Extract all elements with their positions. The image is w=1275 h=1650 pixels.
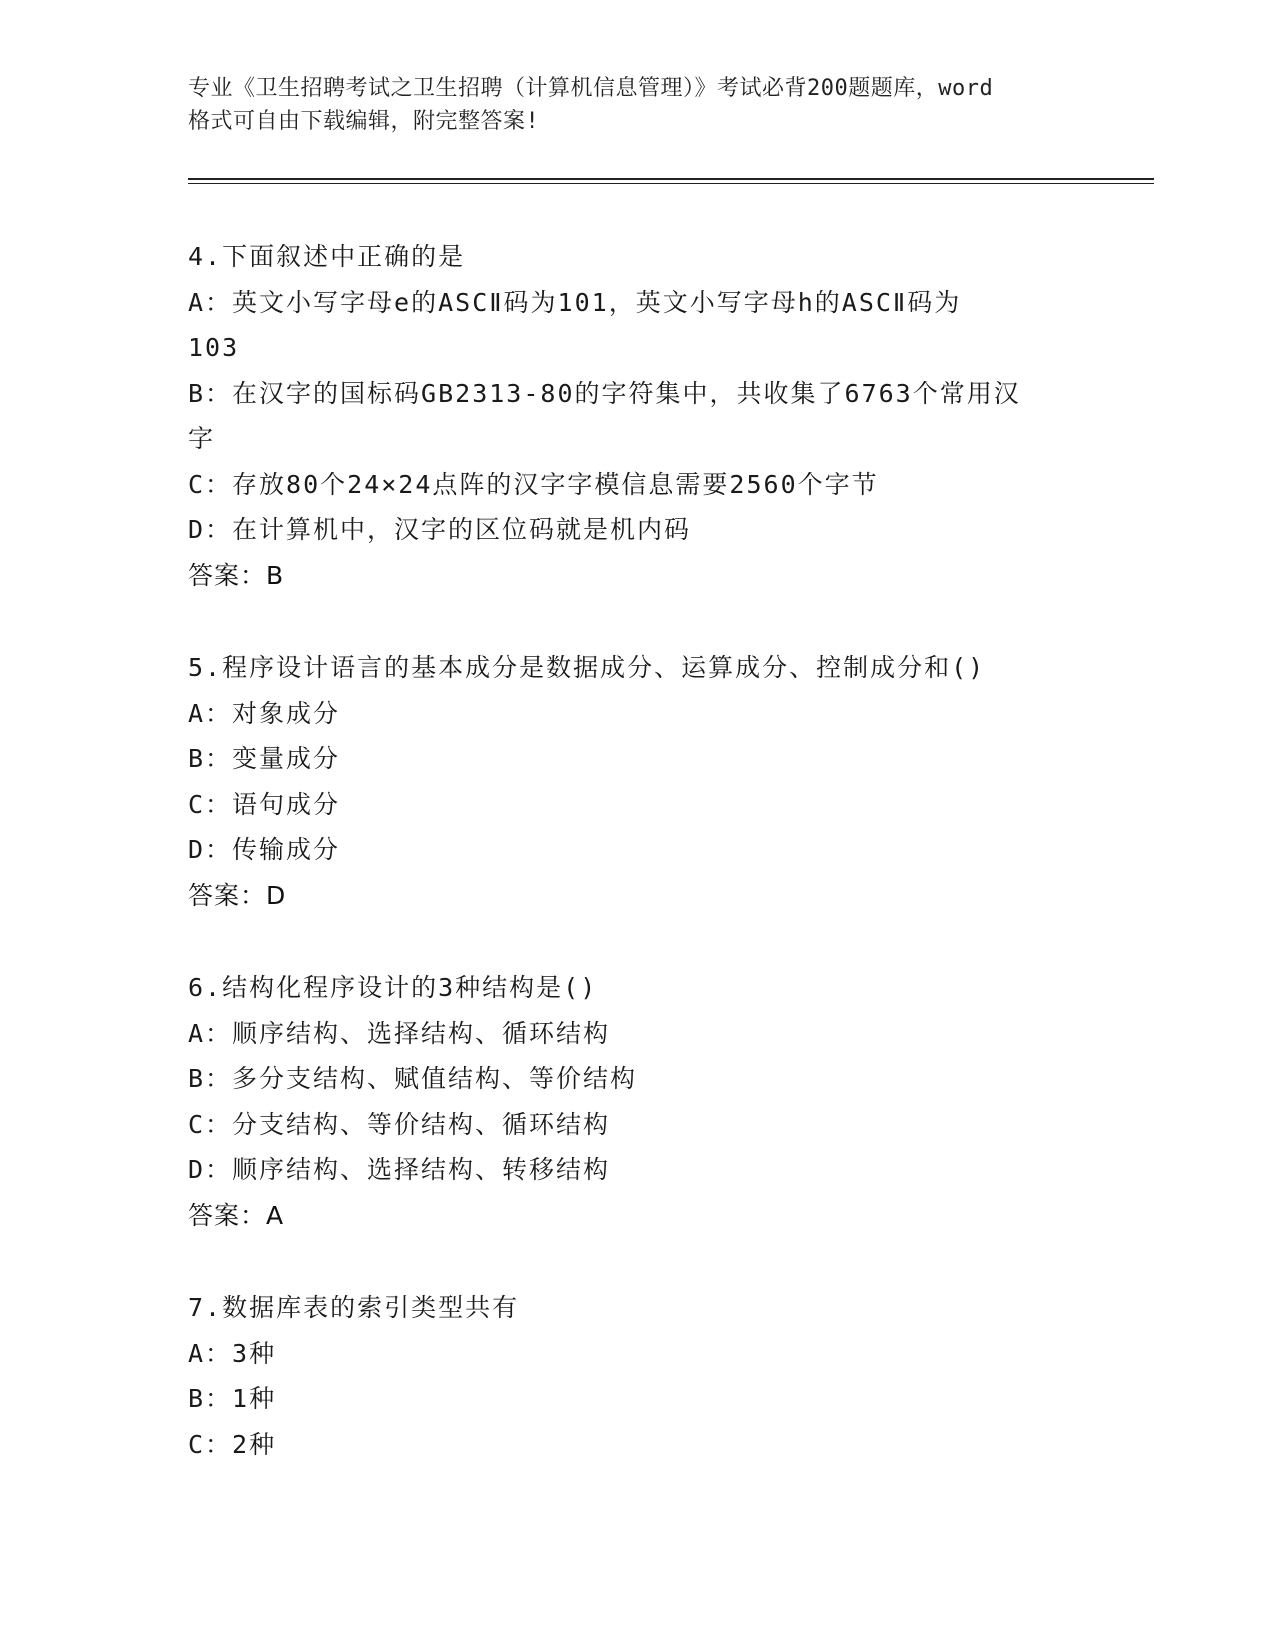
header-divider-thin — [188, 183, 1154, 184]
option-c: C：存放80个24×24点阵的汉字字模信息需要2560个字节 — [188, 469, 879, 499]
document-header — [188, 72, 1088, 138]
option-a: A：3种 — [188, 1338, 277, 1368]
option-b-continued: 字 — [188, 424, 216, 453]
header-divider-thick — [188, 178, 1154, 180]
option-a: A：英文小写字母e的ASCⅡ码为101，英文小写字母h的ASCⅡ码为 — [188, 287, 962, 317]
answer-line: 答案：B — [188, 560, 285, 590]
option-a-continued: 103 — [188, 333, 240, 362]
option-d: D：顺序结构、选择结构、转移结构 — [188, 1155, 611, 1184]
question-stem: 5.程序设计语言的基本成分是数据成分、运算成分、控制成分和() — [188, 653, 986, 682]
question-item — [188, 234, 1088, 598]
option-c: C：分支结构、等价结构、循环结构 — [188, 1109, 611, 1139]
question-stem: 4.下面叙述中正确的是 — [188, 242, 466, 271]
question-item — [188, 645, 1088, 918]
option-b: B：多分支结构、赋值结构、等价结构 — [188, 1064, 638, 1093]
question-list — [188, 234, 1088, 1514]
answer-line: 答案：D — [188, 880, 287, 910]
question-item — [188, 1285, 1088, 1467]
header-title-line-2: 格式可自由下载编辑，附完整答案! — [188, 109, 540, 134]
option-b: B：1种 — [188, 1384, 277, 1413]
option-b: B：在汉字的国标码GB2313-80的字符集中，共收集了6763个常用汉 — [188, 378, 1021, 408]
option-d: D：传输成分 — [188, 835, 341, 864]
question-stem: 6.结构化程序设计的3种结构是() — [188, 973, 598, 1002]
answer-line: 答案：A — [188, 1200, 285, 1230]
option-a: A：顺序结构、选择结构、循环结构 — [188, 1018, 611, 1048]
option-a: A：对象成分 — [188, 698, 341, 728]
question-item — [188, 965, 1088, 1238]
header-title-line-1: 专业《卫生招聘考试之卫生招聘（计算机信息管理）》考试必背200题题库，word — [188, 76, 994, 101]
option-c: C：2种 — [188, 1429, 277, 1459]
option-b: B：变量成分 — [188, 744, 341, 773]
option-d: D：在计算机中，汉字的区位码就是机内码 — [188, 515, 692, 544]
option-c: C：语句成分 — [188, 789, 341, 819]
question-stem: 7.数据库表的索引类型共有 — [188, 1293, 520, 1322]
